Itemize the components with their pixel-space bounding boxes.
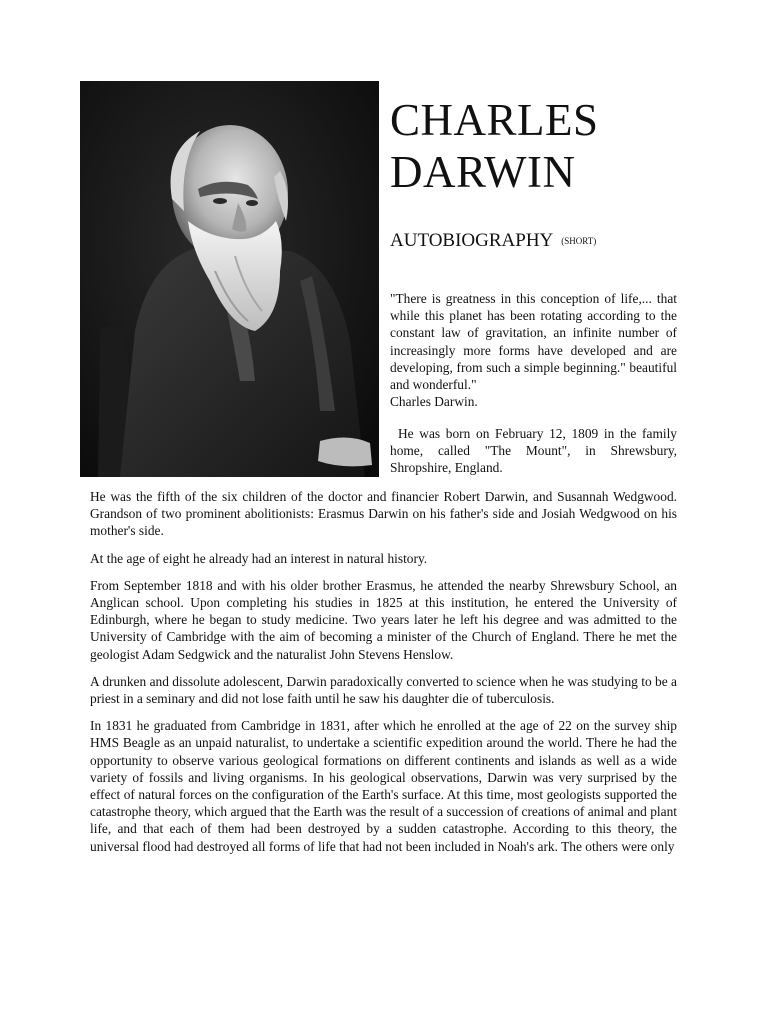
subtitle-text: AUTOBIOGRAPHY bbox=[390, 230, 554, 251]
paragraph-5: In 1831 he graduated from Cambridge in 1831, after which he enrolled at the age of 22 on the survey ship HMS Beagle as an unpaid naturalist, to undertake a scientific expedition around the world. There he had the opportunity to observe various geological formations on different continents and islands as well as a wide variety of fossils and living organisms. In his geological observations, Darwin was very surprised by the effect of natural forces on the configuration of the Earth's surface. At this time, most geologists supported the catastrophe theory, which argued that the Earth was the result of a succession of creations of animal and plant life, and that each of them had been destroyed by a sudden catastrophe. According to this theory, the universal flood had destroyed all forms of life that had not been included in Noah's ark. The others were only bbox=[90, 718, 677, 854]
quote-author: Charles Darwin. bbox=[390, 394, 478, 410]
title-line-2: DARWIN bbox=[390, 147, 576, 197]
subtitle bbox=[390, 229, 596, 253]
portrait-illustration bbox=[80, 81, 379, 477]
body-text bbox=[90, 488, 677, 865]
paragraph-2: At the age of eight he already had an interest in natural history. bbox=[90, 550, 428, 566]
intro-paragraph: He was born on February 12, 1809 in the family home, called "The Mount", in Shrewsbury, Shropshire, England. bbox=[390, 426, 677, 476]
subtitle-note: (SHORT) bbox=[561, 236, 597, 246]
title-line-1: CHARLES bbox=[390, 95, 599, 145]
opening-quote bbox=[390, 290, 677, 410]
paragraph-3: From September 1818 and with his older brother Erasmus, he attended the nearby Shrewsbury School, an Anglican school. Upon completing his studies in 1825 at this institution, he entered the University of Edinburgh, where he began to study medicine. Two years later he left his degree and was admitted to the University of Cambridge with the aim of becoming a minister of the Church of England. There he met the geologist Adam Sedgwick and the naturalist John Stevens Henslow. bbox=[90, 577, 677, 662]
page-title bbox=[390, 94, 710, 198]
paragraph-1: He was the fifth of the six children of the doctor and financier Robert Darwin, and Susannah Wedgwood. Grandson of two prominent abolitionists: Erasmus Darwin on his father's side and Josiah Wedgwood on his mother's side. bbox=[90, 489, 677, 539]
quote-text: "There is greatness in this conception of life,... that while this planet has been rotating according to the constant law of gravitation, an infinite number of increasingly more forms have developed and are developing, from such a simple beginning." beautiful and wonderful." bbox=[390, 291, 677, 393]
paragraph-4: A drunken and dissolute adolescent, Darwin paradoxically converted to science when he was studying to be a priest in a seminary and did not lose faith until he saw his daughter die of tuberculosis. bbox=[90, 673, 677, 707]
portrait-photo bbox=[80, 81, 379, 477]
